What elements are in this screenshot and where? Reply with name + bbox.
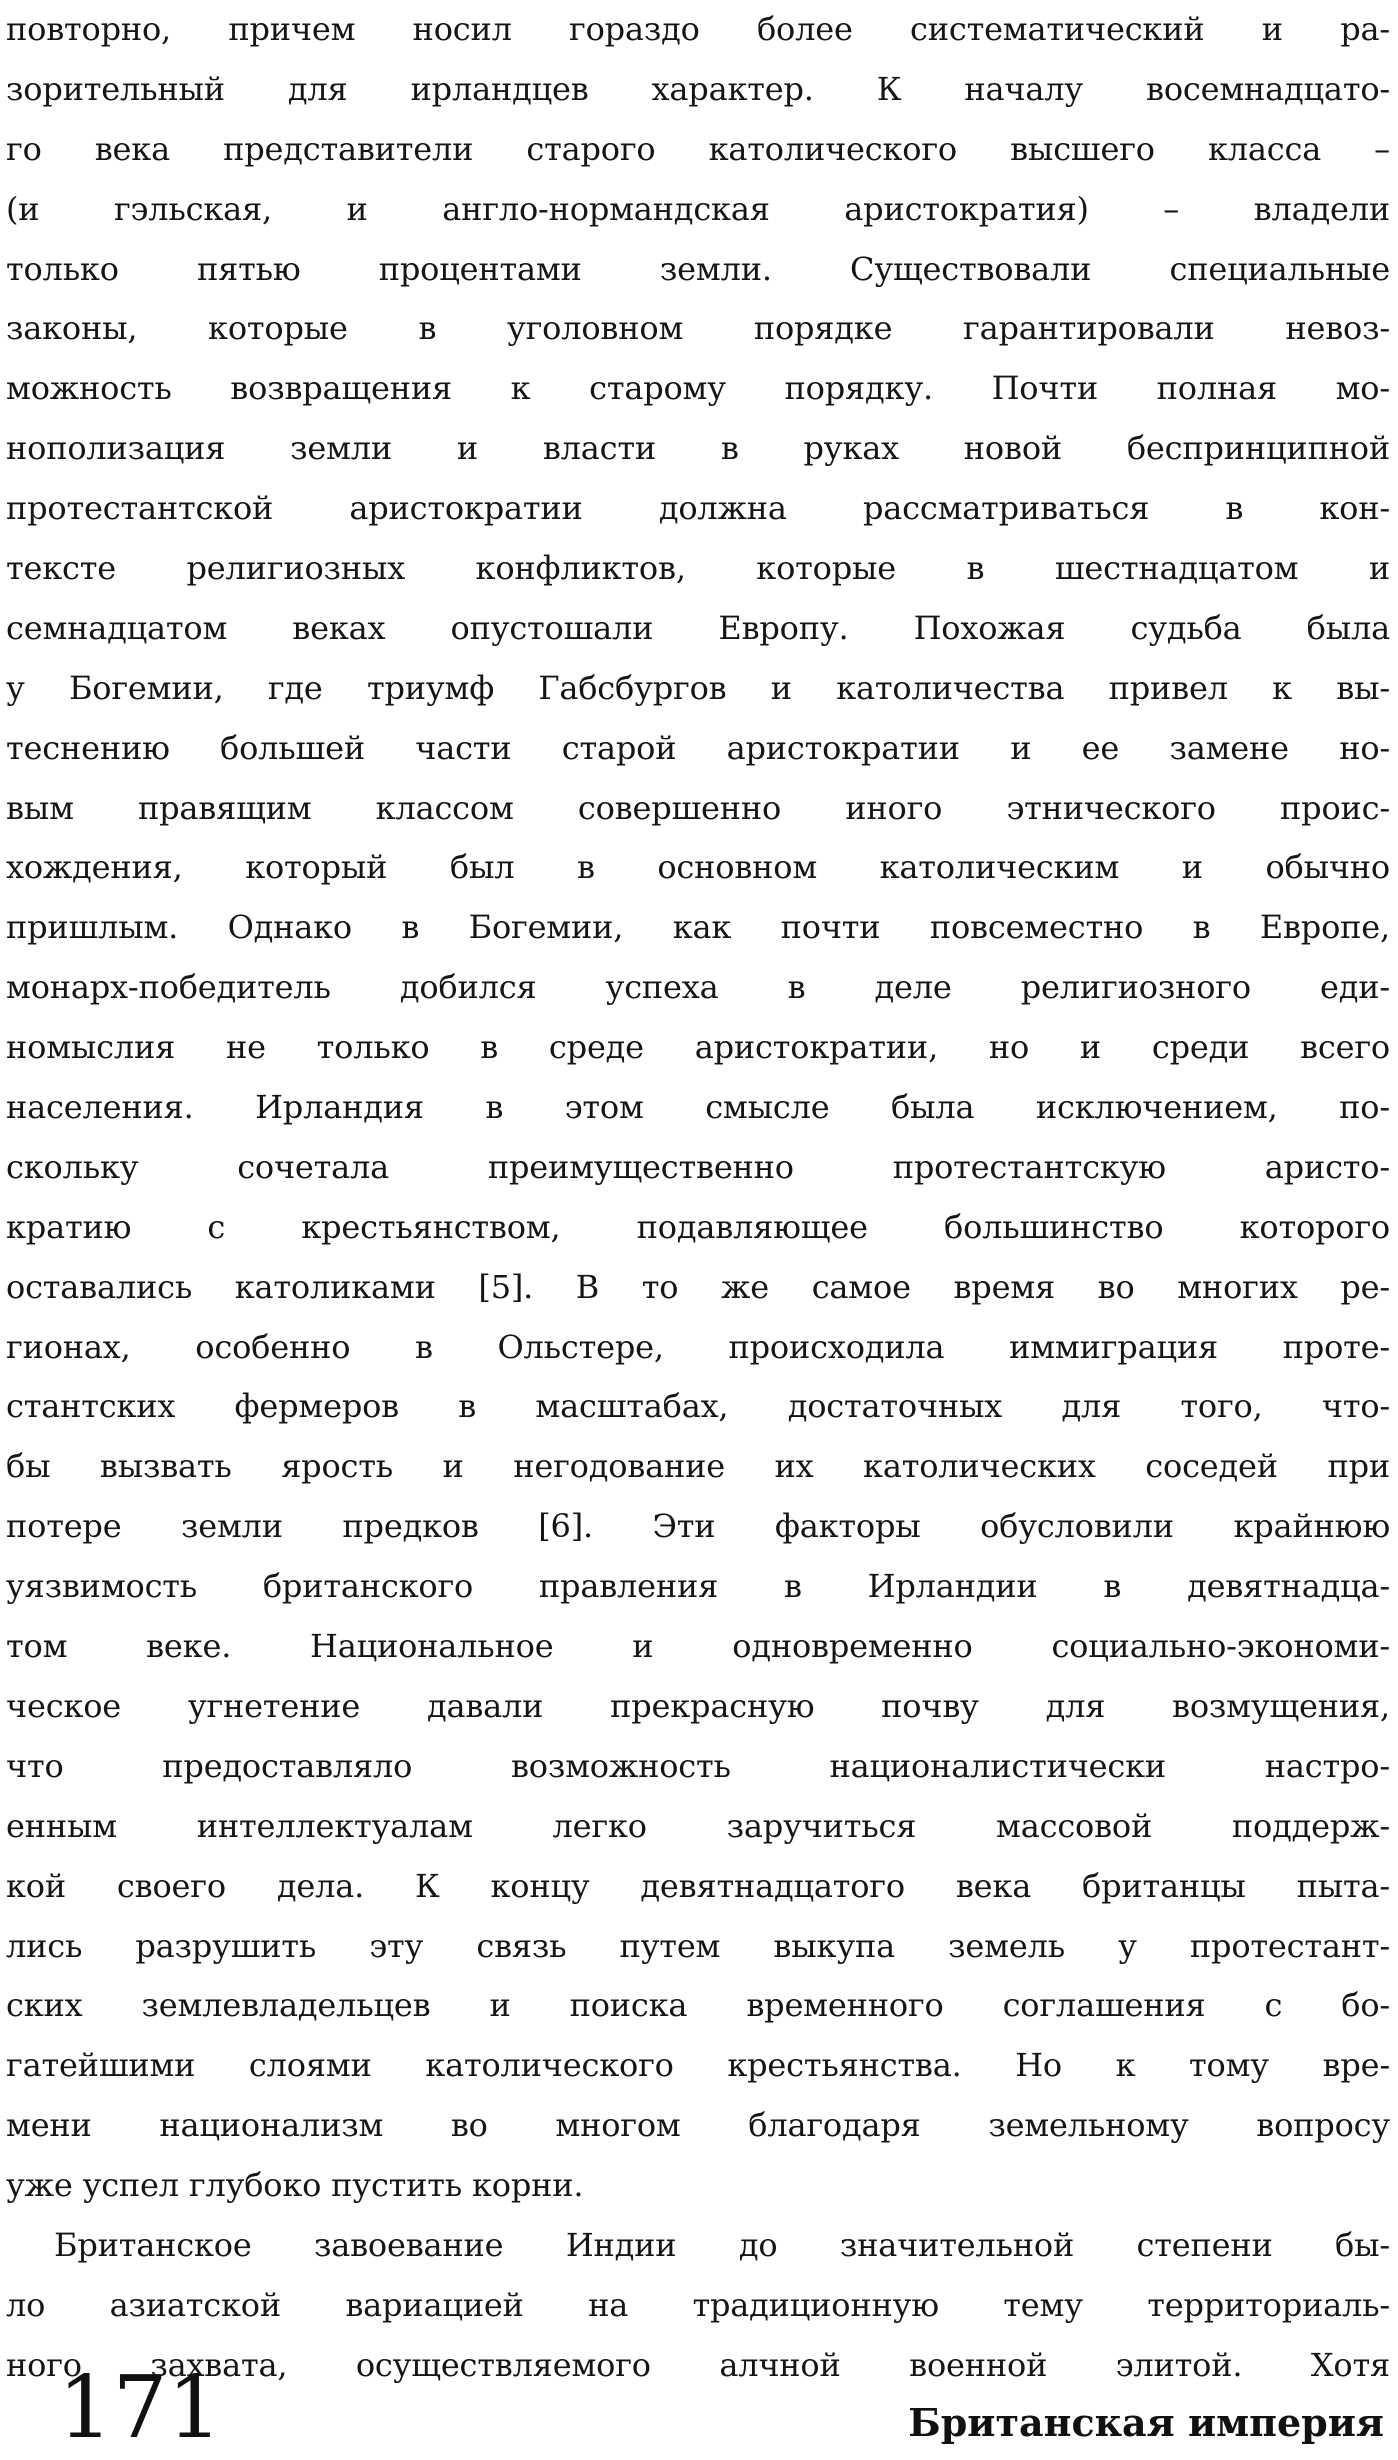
page-footer: [0, 2358, 1398, 2460]
text-line: гатейшими слоями католического крестьянства. Но к тому вре-: [6, 2046, 1390, 2085]
text-line: том веке. Национальное и одновременно социально-экономи-: [6, 1627, 1390, 1666]
text-line: енным интеллектуалам легко заручиться массовой поддерж-: [6, 1806, 1390, 1845]
text-line: пришлым. Однако в Богемии, как почти повсеместно в Европе,: [6, 908, 1390, 947]
text-line: ских землевладельцев и поиска временного соглашения с бо-: [6, 1986, 1390, 2025]
text-line: го века представители старого католического высшего класса –: [6, 129, 1390, 168]
text-line: кратию с крестьянством, подавляющее большинство которого: [6, 1207, 1390, 1246]
text-line: ло азиатской вариацией на традиционную тему территориаль-: [6, 2285, 1390, 2324]
text-line: повторно, причем носил гораздо более систематический и ра-: [6, 10, 1390, 48]
text-line: вым правящим классом совершенно иного этнического проис-: [6, 788, 1390, 827]
body-text: [6, 0, 1390, 2396]
text-line: ного захвата, осуществляемого алчной военной элитой. Хотя: [6, 2345, 1390, 2384]
text-line: Британское завоевание Индии до значительной степени бы-: [54, 2225, 1390, 2264]
text-line: уже успел глубоко пустить корни.: [6, 2166, 584, 2205]
text-line: уязвимость британского правления в Ирландии в девятнадца-: [6, 1567, 1390, 1606]
text-line: мени национализм во многом благодаря земельному вопросу: [6, 2106, 1390, 2145]
text-line: (и гэльская, и англо-нормандская аристократия) – владели: [6, 189, 1390, 228]
text-line: населения. Ирландия в этом смысле была исключением, по-: [6, 1088, 1390, 1127]
text-line: потере земли предков [6]. Эти факторы обусловили крайнюю: [6, 1507, 1390, 1546]
text-line: лись разрушить эту связь путем выкупа земель у протестант-: [6, 1926, 1390, 1965]
text-line: можность возвращения к старому порядку. Почти полная мо-: [6, 369, 1390, 408]
text-line: хождения, который был в основном католическим и обычно: [6, 848, 1390, 887]
text-line: тексте религиозных конфликтов, которые в шестнадцатом и: [6, 549, 1390, 588]
text-line: нополизация земли и власти в руках новой беспринципной: [6, 429, 1390, 468]
text-line: скольку сочетала преимущественно протестантскую аристо-: [6, 1147, 1390, 1186]
text-line: зорительный для ирландцев характер. К началу восемнадцато-: [6, 69, 1390, 108]
page-number: 171: [58, 2358, 223, 2458]
text-line: у Богемии, где триумф Габсбургов и католичества привел к вы-: [6, 668, 1390, 707]
text-line: законы, которые в уголовном порядке гарантировали невоз-: [6, 309, 1390, 348]
text-line: номыслия не только в среде аристократии, но и среди всего: [6, 1028, 1390, 1067]
text-line: кой своего дела. К концу девятнадцатого века британцы пыта-: [6, 1866, 1390, 1905]
text-line: что предоставляло возможность националистически настро-: [6, 1746, 1390, 1785]
text-line: монарх-победитель добился успеха в деле религиозного еди-: [6, 968, 1390, 1007]
text-line: гионах, особенно в Ольстере, происходила иммиграция проте-: [6, 1327, 1390, 1366]
text-line: оставались католиками [5]. В то же самое время во многих ре-: [6, 1267, 1390, 1306]
text-line: теснению большей части старой аристократии и ее замене но-: [6, 728, 1390, 767]
text-line: ческое угнетение давали прекрасную почву для возмущения,: [6, 1686, 1390, 1725]
text-line: семнадцатом веках опустошали Европу. Похожая судьба была: [6, 608, 1390, 647]
text-line: только пятью процентами земли. Существовали специальные: [6, 249, 1390, 288]
running-title: Британская империя: [908, 2400, 1384, 2445]
text-line: стантских фермеров в масштабах, достаточных для того, что-: [6, 1387, 1390, 1426]
text-line: протестантской аристократии должна рассматриваться в кон-: [6, 489, 1390, 528]
text-line: бы вызвать ярость и негодование их католических соседей при: [6, 1447, 1390, 1486]
